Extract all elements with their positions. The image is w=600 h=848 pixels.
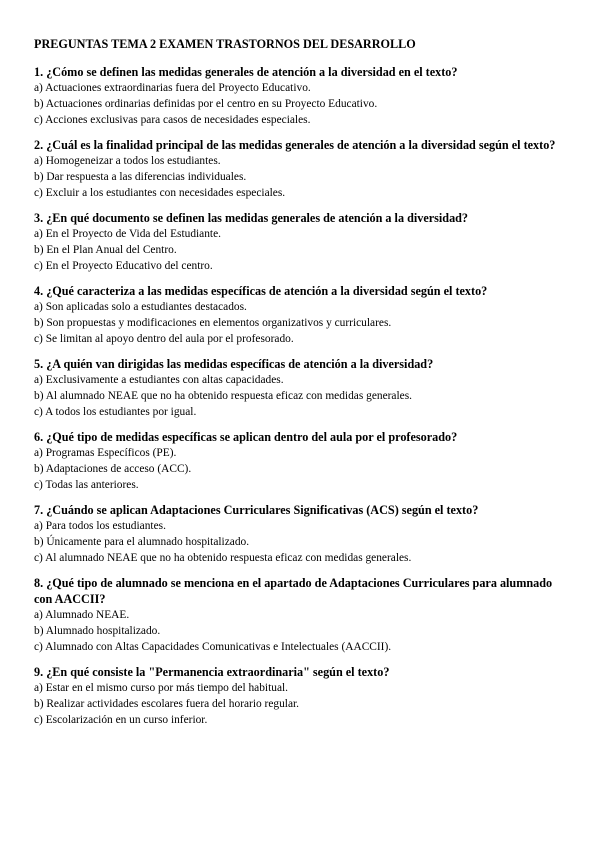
question-4: [34, 283, 566, 347]
question-text: 9. ¿En qué consiste la "Permanencia extraordinaria" según el texto?: [34, 665, 390, 679]
question-text: 3. ¿En qué documento se definen las medidas generales de atención a la diversidad?: [34, 211, 469, 225]
answer-option-c: c) Acciones exclusivas para casos de necesidades especiales.: [34, 114, 311, 126]
question-text: 1. ¿Cómo se definen las medidas generales de atención a la diversidad en el texto?: [34, 65, 458, 79]
answer-option-b: b) Únicamente para el alumnado hospitalizado.: [34, 536, 250, 548]
question-7: [34, 502, 566, 566]
answer-option-a: a) Actuaciones extraordinarias fuera del Proyecto Educativo.: [34, 82, 311, 94]
answer-option-c: c) Escolarización en un curso inferior.: [34, 714, 208, 726]
answer-option-c: c) Todas las anteriores.: [34, 479, 139, 491]
answer-option-b: b) Actuaciones ordinarias definidas por el centro en su Proyecto Educativo.: [34, 98, 378, 110]
answer-option-a: a) Homogeneizar a todos los estudiantes.: [34, 155, 221, 167]
answer-option-c: c) Alumnado con Altas Capacidades Comunicativas e Intelectuales (AACCII).: [34, 641, 392, 653]
question-text: 2. ¿Cuál es la finalidad principal de las medidas generales de atención a la diversidad según el texto?: [34, 138, 556, 152]
question-text: 8. ¿Qué tipo de alumnado se menciona en el apartado de Adaptaciones Curriculares para alumnado con AACCII?: [34, 576, 553, 606]
answer-option-a: a) Son aplicadas solo a estudiantes destacados.: [34, 301, 247, 313]
answer-option-a: a) Para todos los estudiantes.: [34, 520, 166, 532]
answer-option-b: b) Son propuestas y modificaciones en elementos organizativos y curriculares.: [34, 317, 392, 329]
answer-option-c: c) A todos los estudiantes por igual.: [34, 406, 197, 418]
document-title: PREGUNTAS TEMA 2 EXAMEN TRASTORNOS DEL DESARROLLO: [34, 37, 416, 51]
answer-option-b: b) Dar respuesta a las diferencias individuales.: [34, 171, 247, 183]
answer-option-a: a) Programas Específicos (PE).: [34, 447, 177, 459]
answer-option-b: b) En el Plan Anual del Centro.: [34, 244, 177, 256]
answer-option-b: b) Adaptaciones de acceso (ACC).: [34, 463, 192, 475]
question-2: [34, 137, 566, 201]
question-9: [34, 664, 566, 728]
question-3: [34, 210, 566, 274]
question-1: [34, 64, 566, 128]
question-5: [34, 356, 566, 420]
answer-option-b: b) Alumnado hospitalizado.: [34, 625, 161, 637]
question-text: 7. ¿Cuándo se aplican Adaptaciones Curriculares Significativas (ACS) según el texto?: [34, 503, 479, 517]
answer-option-a: a) Alumnado NEAE.: [34, 609, 130, 621]
question-text: 4. ¿Qué caracteriza a las medidas específicas de atención a la diversidad según el texto?: [34, 284, 488, 298]
answer-option-a: a) Exclusivamente a estudiantes con altas capacidades.: [34, 374, 284, 386]
answer-option-c: c) Al alumnado NEAE que no ha obtenido respuesta eficaz con medidas generales.: [34, 552, 412, 564]
answer-option-c: c) En el Proyecto Educativo del centro.: [34, 260, 213, 272]
question-text: 6. ¿Qué tipo de medidas específicas se aplican dentro del aula por el profesorado?: [34, 430, 458, 444]
answer-option-a: a) En el Proyecto de Vida del Estudiante.: [34, 228, 221, 240]
answer-option-c: c) Excluir a los estudiantes con necesidades especiales.: [34, 187, 286, 199]
answer-option-b: b) Al alumnado NEAE que no ha obtenido respuesta eficaz con medidas generales.: [34, 390, 412, 402]
answer-option-c: c) Se limitan al apoyo dentro del aula por el profesorado.: [34, 333, 294, 345]
answer-option-b: b) Realizar actividades escolares fuera del horario regular.: [34, 698, 300, 710]
question-text: 5. ¿A quién van dirigidas las medidas específicas de atención a la diversidad?: [34, 357, 434, 371]
question-8: [34, 575, 566, 655]
answer-option-a: a) Estar en el mismo curso por más tiempo del habitual.: [34, 682, 289, 694]
question-6: [34, 429, 566, 493]
